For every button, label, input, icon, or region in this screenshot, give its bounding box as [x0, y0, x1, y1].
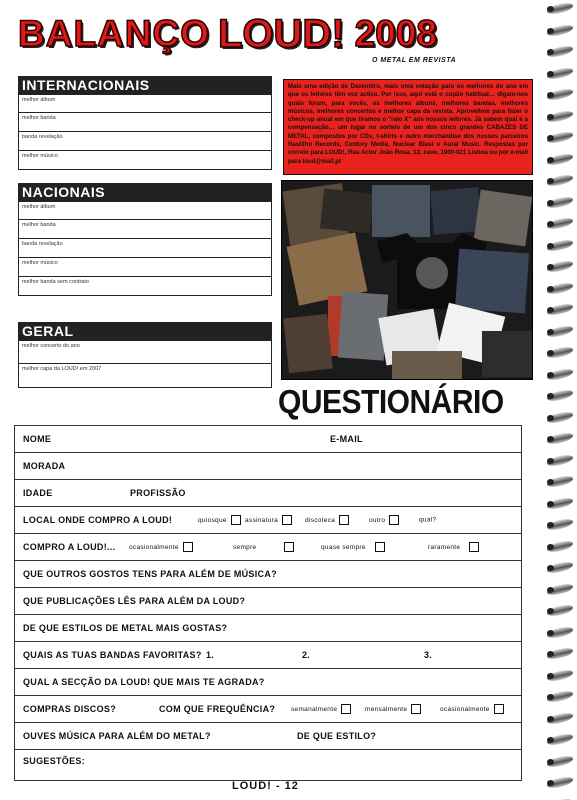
title-balanco: BALANÇO — [18, 13, 210, 54]
spiral-coil — [547, 47, 573, 56]
spiral-coil — [547, 176, 573, 185]
field-int-banda-revelacao[interactable]: banda revelação — [18, 132, 272, 151]
merchandise-collage — [282, 181, 533, 380]
spiral-coil — [547, 735, 573, 744]
option-outro[interactable] — [369, 515, 399, 525]
spiral-coil — [547, 370, 573, 379]
field-int-melhor-musico[interactable]: melhor músico — [18, 151, 272, 170]
spiral-coil — [547, 198, 573, 207]
label-frequencia: COM QUE FREQUÊNCIA? — [159, 704, 276, 714]
spiral-coil — [547, 219, 573, 228]
label-compras: COMPRAS DISCOS? — [23, 704, 117, 714]
label-estilo: DE QUE ESTILO? — [297, 731, 377, 741]
spiral-coil — [547, 778, 573, 787]
option-label: ocasionalmente — [129, 543, 179, 551]
label-morada: MORADA — [23, 461, 66, 471]
spiral-coil — [547, 155, 573, 164]
option-quiosque[interactable] — [198, 515, 241, 525]
spiral-coil — [547, 477, 573, 486]
row-publicacoes[interactable] — [15, 588, 521, 615]
label-profissao: PROFISSÃO — [130, 488, 186, 498]
questionario-title: QUESTIONÁRIO — [278, 384, 504, 421]
spiral-coil — [547, 391, 573, 400]
page-footer: LOUD! - 12 — [232, 780, 299, 792]
label-ouves: OUVES MÚSICA PARA ALÉM DO METAL? — [23, 731, 211, 741]
spiral-coil — [547, 628, 573, 637]
option-ocasionalmente[interactable] — [129, 542, 193, 552]
spiral-coil — [547, 649, 573, 658]
row-bandas-favoritas[interactable] — [15, 642, 521, 669]
option-label: semanalmente — [291, 705, 338, 713]
option-sempre[interactable] — [233, 542, 294, 552]
label-bandas: QUAIS AS TUAS BANDAS FAVORITAS? — [23, 650, 202, 660]
banda-number-2: 2. — [302, 650, 311, 660]
questionnaire-form — [14, 425, 522, 781]
section-geral — [18, 322, 272, 388]
checkbox-ocasionalmente-discos[interactable] — [494, 704, 504, 714]
spiral-coil — [547, 563, 573, 572]
option-semanalmente[interactable] — [291, 704, 351, 714]
row-seccao[interactable] — [15, 669, 521, 696]
banda-number-1: 1. — [206, 650, 215, 660]
label-publicacoes: QUE PUBLICAÇÕES LÊS PARA ALÉM DA LOUD? — [23, 596, 246, 606]
field-melhor-concerto[interactable]: melhor concerto do ano — [18, 340, 272, 364]
field-int-melhor-album[interactable]: melhor álbum — [18, 94, 272, 113]
option-label: mensalmente — [365, 705, 408, 713]
option-label: discoteca — [305, 516, 336, 524]
option-mensalmente[interactable] — [365, 704, 421, 714]
spiral-coil — [547, 671, 573, 680]
label-compro: COMPRO A LOUD!... — [23, 542, 116, 552]
tagline: O METAL EM REVISTA — [372, 57, 457, 64]
label-gostos: QUE OUTROS GOSTOS TENS PARA ALÉM DE MÚSICA? — [23, 569, 277, 579]
spiral-coil — [547, 434, 573, 443]
spiral-coil — [547, 4, 573, 13]
option-label: assinatura — [245, 516, 278, 524]
row-ouves-musica[interactable] — [15, 723, 521, 750]
option-raramente[interactable] — [428, 542, 479, 552]
label-estilos: DE QUE ESTILOS DE METAL MAIS GOSTAS? — [23, 623, 228, 633]
field-nac-melhor-banda[interactable]: melhor banda — [18, 220, 272, 239]
label-email: E-MAIL — [330, 434, 363, 444]
spiral-binding — [543, 0, 577, 800]
row-gostos[interactable] — [15, 561, 521, 588]
option-discoteca[interactable] — [305, 515, 349, 525]
option-label: sempre — [233, 543, 257, 551]
page-title — [18, 12, 532, 56]
row-sugestoes[interactable] — [15, 750, 521, 780]
row-morada[interactable] — [15, 453, 521, 480]
label-sugestoes: SUGESTÕES: — [23, 756, 86, 766]
option-assinatura[interactable] — [245, 515, 292, 525]
label-nome: NOME — [23, 434, 52, 444]
spiral-coil — [547, 757, 573, 766]
spiral-coil — [547, 456, 573, 465]
checkbox-outro[interactable] — [389, 515, 399, 525]
section-nacionais — [18, 183, 272, 296]
field-melhor-capa[interactable]: melhor capa da LOUD! em 2007 — [18, 364, 272, 388]
spiral-coil — [547, 262, 573, 271]
spiral-coil — [547, 69, 573, 78]
spiral-coil — [547, 133, 573, 142]
row-idade-profissao[interactable] — [15, 480, 521, 507]
spiral-coil — [547, 714, 573, 723]
field-nac-banda-revelacao[interactable]: banda revelação — [18, 239, 272, 258]
spiral-coil — [547, 112, 573, 121]
option-label: outro — [369, 516, 386, 524]
field-nac-melhor-musico[interactable]: melhor músico — [18, 258, 272, 277]
label-seccao: QUAL A SECÇÃO DA LOUD! QUE MAIS TE AGRADA? — [23, 677, 265, 687]
spiral-coil — [547, 26, 573, 35]
section-heading: GERAL — [18, 322, 272, 340]
checkbox-mensalmente[interactable] — [411, 704, 421, 714]
checkbox-semanalmente[interactable] — [341, 704, 351, 714]
spiral-coil — [547, 90, 573, 99]
option-ocasionalmente-discos[interactable] — [440, 704, 504, 714]
section-internacionais — [18, 76, 272, 170]
label-idade: IDADE — [23, 488, 53, 498]
spiral-coil — [547, 606, 573, 615]
title-year: 2008 — [354, 13, 437, 54]
row-estilos[interactable] — [15, 615, 521, 642]
checkbox-quase-sempre[interactable] — [375, 542, 385, 552]
option-label: quiosque — [198, 516, 227, 524]
label-qual: qual? — [419, 516, 437, 524]
option-label: quase sempre — [321, 543, 366, 551]
checkbox-raramente[interactable] — [469, 542, 479, 552]
spiral-coil — [547, 413, 573, 422]
spiral-coil — [547, 499, 573, 508]
spiral-coil — [547, 327, 573, 336]
option-label: ocasionalmente — [440, 705, 490, 713]
field-int-melhor-banda[interactable]: melhor banda — [18, 113, 272, 132]
merchandise-photo — [281, 180, 533, 380]
checkbox-assinatura[interactable] — [282, 515, 292, 525]
checkbox-ocasionalmente[interactable] — [183, 542, 193, 552]
spiral-coil — [547, 305, 573, 314]
row-nome-email[interactable] — [15, 426, 521, 453]
spiral-coil — [547, 520, 573, 529]
option-quase-sempre[interactable] — [321, 542, 385, 552]
checkbox-sempre[interactable] — [284, 542, 294, 552]
checkbox-quiosque[interactable] — [231, 515, 241, 525]
option-label: raramente — [428, 543, 461, 551]
checkbox-discoteca[interactable] — [339, 515, 349, 525]
spiral-coil — [547, 241, 573, 250]
section-heading: NACIONAIS — [18, 183, 272, 201]
spiral-coil — [547, 284, 573, 293]
spiral-coil — [547, 348, 573, 357]
row-compro-frequencia — [15, 534, 521, 561]
spiral-coil — [547, 542, 573, 551]
banda-number-3: 3. — [424, 650, 433, 660]
row-compras-discos — [15, 696, 521, 723]
spiral-coil — [547, 585, 573, 594]
field-nac-melhor-album[interactable]: melhor álbum — [18, 201, 272, 220]
row-local-compra — [15, 507, 521, 534]
title-loud-logo: LOUD! — [217, 12, 345, 56]
spiral-coil — [547, 692, 573, 701]
section-heading: INTERNACIONAIS — [18, 76, 272, 94]
field-nac-banda-sem-contrato[interactable]: melhor banda sem contrato — [18, 277, 272, 296]
label-local: LOCAL ONDE COMPRO A LOUD! — [23, 515, 173, 525]
intro-text-box: Mais uma edição de Dezembro, mais uma votação para os melhores do ano em que os leitores têm voz activa. Por isso, aqui está o cupão habitual… digam-nos quais foram, para vocês, os melhores álbuns, melhores bandas, melhores músicos, melhores concertos e melhor capa da revista. Aproveitem para fazer o check-up anual em que tiramos o "raio X" aos nossos leitores. Já sabem qual é a compensação… um lugar no sorteio de um dos cinco grandes CABAZES DE METAL, compostos por CDs, t-shirts e outro merchandise dos nossos parceiros Rastilho Records, Century Media, Nuclear Blast e Aural Music. Respostas por correio para LOUD!, Rua Actor João Rosa, 12, cave, 1900-021 Lisboa ou por e-mail para loud@mail.pt — [283, 79, 533, 175]
